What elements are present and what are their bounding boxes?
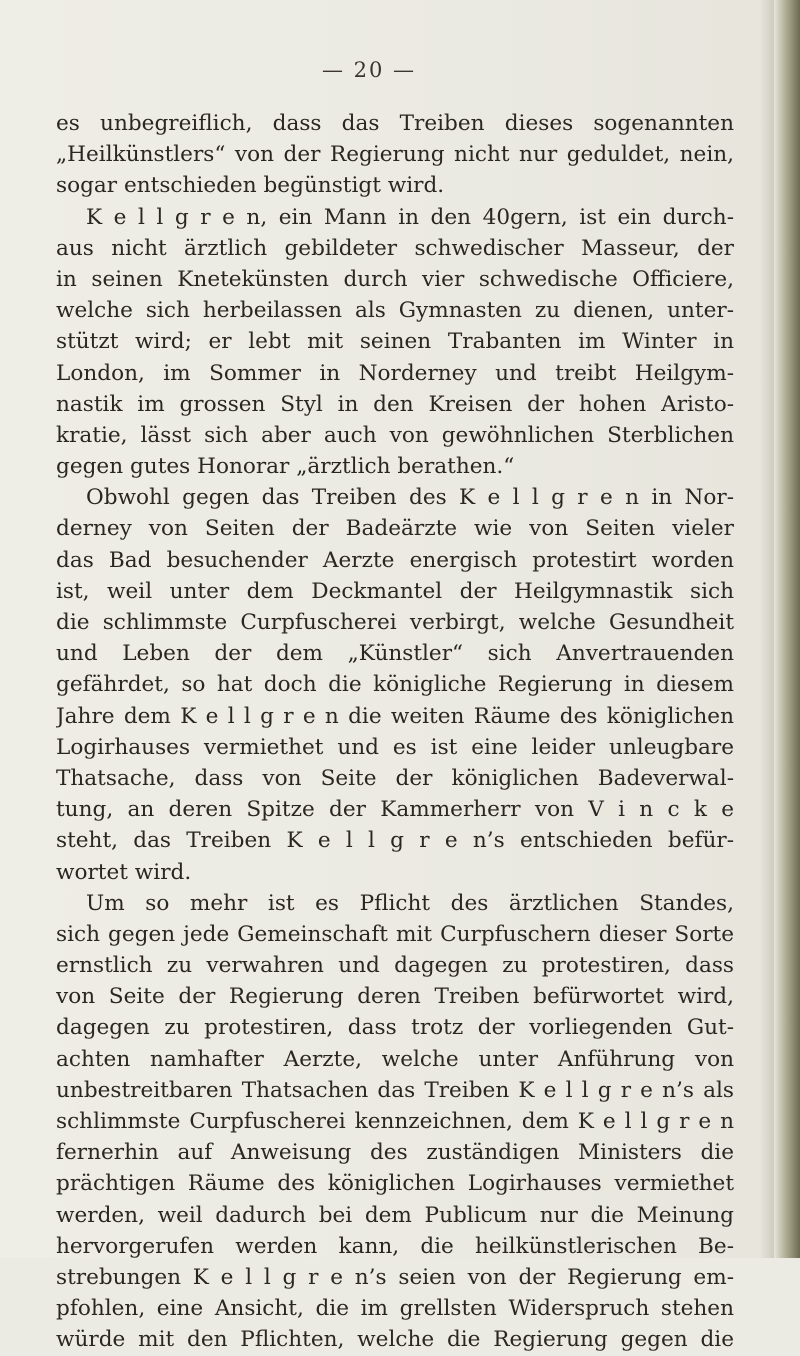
text-line: schlimmste Curpfuscherei kennzeichnen, dem K e l l g r e n — [56, 1109, 734, 1134]
text-line: unbestreitbaren Thatsachen das Treiben K e l l g r e n’s als — [56, 1077, 734, 1103]
text-line: hervorgerufen werden kann, die heilkünstlerischen Be- — [56, 1233, 734, 1259]
text-line: tung, an deren Spitze der Kammerherr von V i n c k e — [56, 797, 734, 823]
text-line: Obwohl gegen das Treiben des K e l l g r e n in Nor- — [86, 485, 734, 511]
body-text — [56, 108, 734, 1356]
text-line: derney von Seiten der Badeärzte wie von Seiten vieler — [56, 516, 734, 542]
text-line: sogar entschieden begünstigt wird. — [56, 173, 445, 199]
text-line: sich gegen jede Gemeinschaft mit Curpfuschern dieser Sorte — [56, 921, 734, 947]
page-number: — 20 — — [321, 58, 417, 82]
text-line: steht, das Treiben K e l l g r e n’s entschieden befür- — [56, 828, 734, 854]
text-line: welche sich herbeilassen als Gymnasten zu dienen, unter- — [56, 298, 734, 324]
text-line: von Seite der Regierung deren Treiben befürwortet wird, — [56, 984, 734, 1010]
text-line: in seinen Knetekünsten durch vier schwedische Officiere, — [56, 266, 734, 292]
text-line: Um so mehr ist es Pflicht des ärztlichen Standes, — [86, 890, 734, 916]
text-line: das Bad besuchender Aerzte energisch protestirt worden — [56, 547, 734, 573]
text-line: würde mit den Pflichten, welche die Regierung gegen die — [56, 1327, 734, 1353]
text-line: strebungen K e l l g r e n’s seien von der Regierung em- — [56, 1264, 734, 1290]
text-line: pfohlen, eine Ansicht, die im grellsten Widerspruch stehen — [56, 1296, 734, 1322]
text-line: achten namhafter Aerzte, welche unter Anführung von — [56, 1046, 734, 1072]
text-line: Thatsache, dass von Seite der königlichen Badeverwal- — [56, 765, 734, 791]
text-line: aus nicht ärztlich gebildeter schwedischer Masseur, der — [56, 235, 734, 261]
text-line: nastik im grossen Styl in den Kreisen der hohen Aristo- — [56, 391, 734, 417]
text-line: wortet wird. — [56, 859, 192, 885]
text-line: werden, weil dadurch bei dem Publicum nur die Meinung — [56, 1202, 734, 1228]
text-line: fernerhin auf Anweisung des zuständigen Ministers die — [56, 1140, 734, 1166]
text-line: kratie, lässt sich aber auch von gewöhnlichen Sterblichen — [56, 422, 734, 448]
text-line: prächtigen Räume des königlichen Logirhauses vermiethet — [56, 1171, 734, 1197]
text-line: die schlimmste Curpfuscherei verbirgt, welche Gesundheit — [56, 610, 734, 635]
text-line: gefährdet, so hat doch die königliche Regierung in diesem — [56, 672, 734, 698]
text-line: gegen gutes Honorar „ärztlich berathen.“ — [56, 454, 515, 480]
binding-shadow — [760, 0, 774, 1258]
text-line: ist, weil unter dem Deckmantel der Heilgymnastik sich — [56, 578, 734, 604]
text-line: und Leben der dem „Künstler“ sich Anvertrauenden — [56, 641, 734, 667]
text-line: dagegen zu protestiren, dass trotz der vorliegenden Gut- — [56, 1015, 734, 1041]
text-line: stützt wird; er lebt mit seinen Trabanten im Winter in — [56, 329, 734, 355]
text-line: London, im Sommer in Norderney und treibt Heilgym- — [56, 360, 734, 386]
text-line: K e l l g r e n, ein Mann in den 40gern, ist ein durch- — [86, 204, 734, 230]
text-line: es unbegreiflich, dass das Treiben dieses sogenannten — [56, 111, 734, 136]
text-line: Logirhauses vermiethet und es ist eine leider unleugbare — [56, 734, 734, 760]
book-binding-edge — [774, 0, 800, 1258]
text-line: ernstlich zu verwahren und dagegen zu protestiren, dass — [56, 953, 734, 979]
text-line: Jahre dem K e l l g r e n die weiten Räume des königlichen — [56, 703, 734, 729]
text-line: „Heilkünstlers“ von der Regierung nicht nur geduldet, nein, — [56, 142, 734, 168]
